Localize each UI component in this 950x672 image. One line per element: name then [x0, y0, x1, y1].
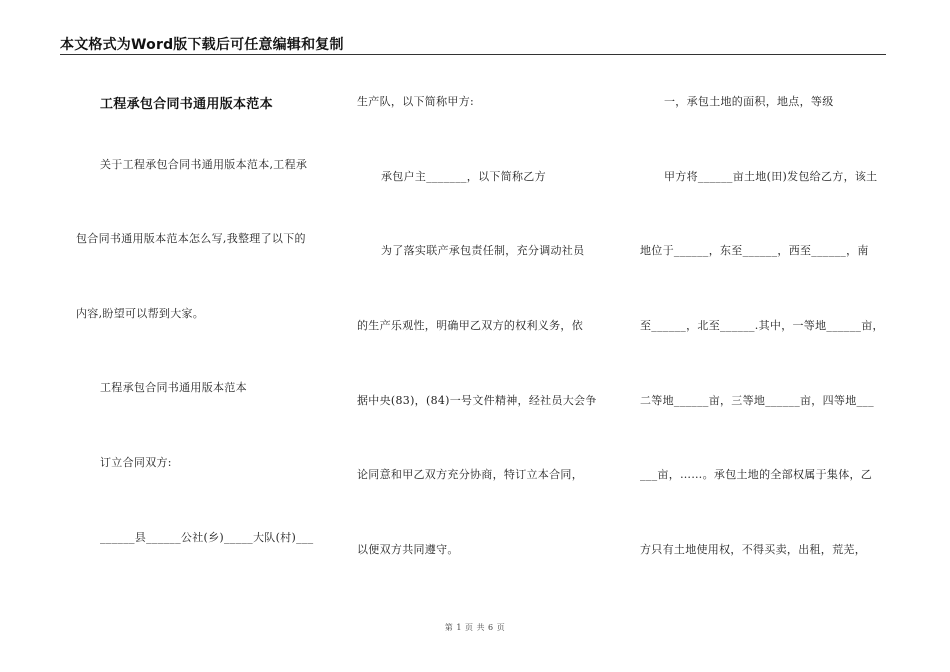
paragraph-line: ______县______公社(乡)_____大队(村)___	[100, 531, 314, 544]
paragraph-line: 为了落实联产承包责任制，充分调动社员	[381, 244, 585, 257]
paragraph-line: 内容,盼望可以帮到大家。	[76, 307, 205, 320]
paragraph-line: 关于工程承包合同书通用版本范本,工程承	[100, 158, 308, 171]
document-title: 工程承包合同书通用版本范本	[100, 97, 273, 112]
paragraph-line: 论同意和甲乙双方充分协商，特订立本合同，	[357, 468, 583, 481]
paragraph-line: 以便双方共同遵守。	[357, 543, 459, 556]
paragraph-line: 至______，北至______.其中，一等地______亩，	[640, 319, 884, 332]
header-divider	[60, 54, 886, 55]
paragraph-line: 一，承包土地的面积，地点，等级	[664, 95, 834, 108]
paragraph-line: ___亩，……。承包土地的全部权属于集体，乙	[640, 468, 873, 481]
paragraph-line: 二等地______亩，三等地______亩，四等地___	[640, 394, 874, 407]
paragraph-line: 工程承包合同书通用版本范本	[100, 381, 247, 394]
paragraph-line: 甲方将______亩土地(田)发包给乙方，该土	[664, 170, 878, 183]
paragraph-line: 包合同书通用版本范本怎么写,我整理了以下的	[76, 232, 306, 245]
page-header-text: 本文格式为Word版下载后可任意编辑和复制	[60, 37, 344, 53]
paragraph-line: 的生产乐观性，明确甲乙双方的权利义务，依	[357, 319, 583, 332]
paragraph-line: 订立合同双方:	[100, 456, 172, 469]
paragraph-line: 生产队，以下简称甲方:	[357, 95, 475, 108]
paragraph-line: 承包户主_______，以下简称乙方	[381, 170, 546, 183]
paragraph-line: 方只有土地使用权，不得买卖，出租，荒芜，	[640, 543, 866, 556]
paragraph-line: 地位于______，东至______，西至______，南	[640, 244, 869, 257]
paragraph-line: 据中央(83)，(84)一号文件精神，经社员大会争	[357, 394, 597, 407]
page-number-footer: 第 1 页 共 6 页	[444, 623, 506, 632]
